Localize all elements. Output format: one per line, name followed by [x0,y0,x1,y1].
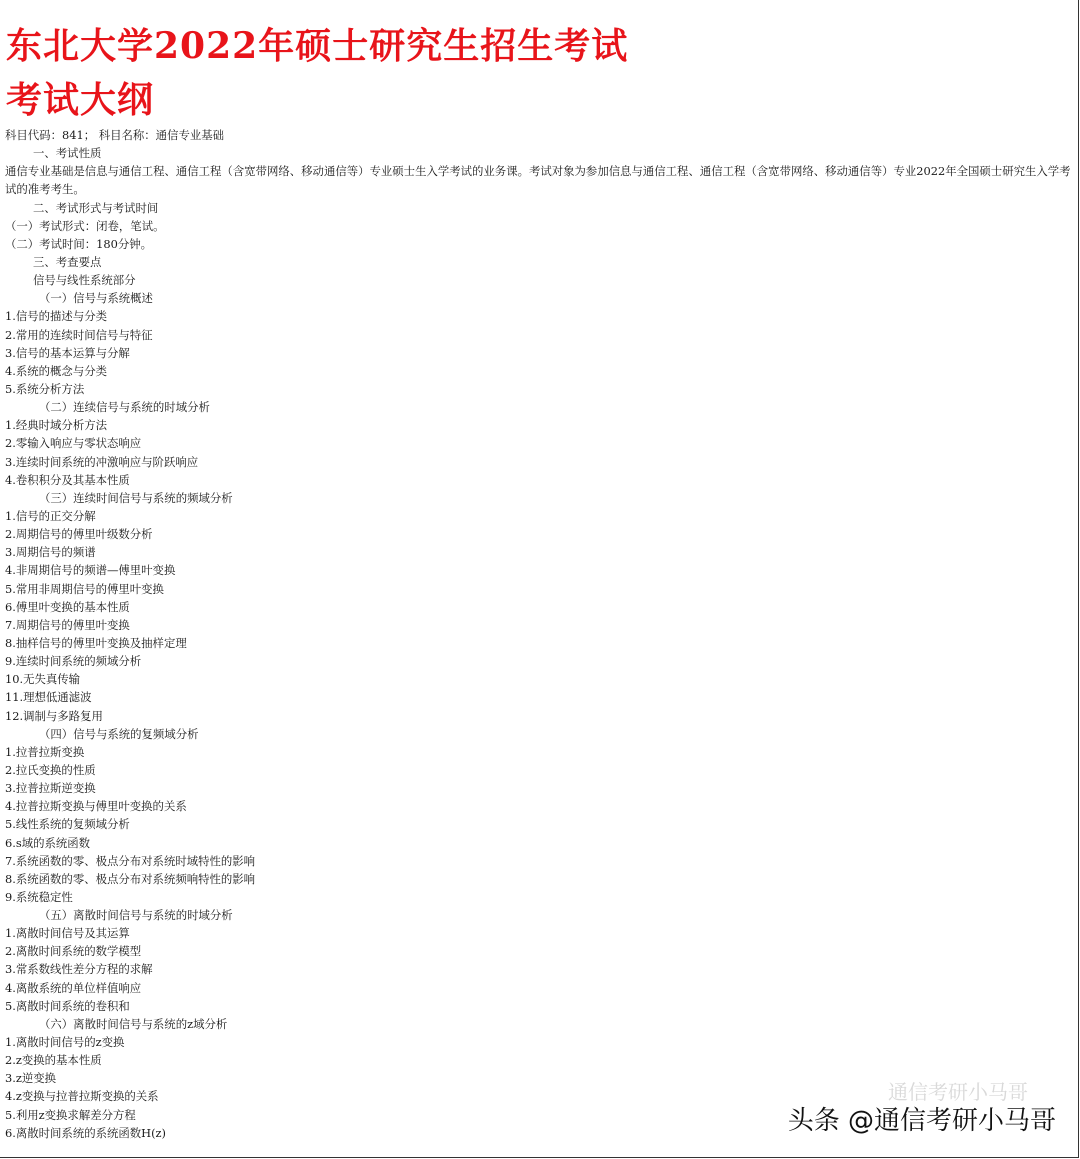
list-item: 2.拉氏变换的性质 [5,762,96,777]
list-item: 2.离散时间系统的数学模型 [5,944,142,959]
watermark: 头条 @通信考研小马哥 [787,1106,1056,1136]
subject-line: 科目代码：841； 科目名称：通信专业基础 [5,128,225,142]
chapter-title: （四）信号与系统的复频域分析 [39,726,199,741]
chapter [5,489,1075,725]
chapter-title: （三）连续时间信号与系统的频域分析 [39,490,233,505]
list-item: 1.离散时间信号及其运算 [5,926,130,941]
list-item: 3.周期信号的频谱 [5,545,96,560]
list-item: 6.离散时间系统的系统函数H(z) [5,1125,166,1140]
list-item: 3.拉普拉斯逆变换 [5,781,96,796]
exam-nature-text: 通信专业基础是信息与通信工程、通信工程（含宽带网络、移动通信等）专业硕士生入学考试的业务课。考试对象为参加信息与通信工程、通信工程（含宽带网络、移动通信等）专业2022年全国硕士研究生入学考试的准考考生。 [5,164,1071,197]
chapter [5,398,1075,489]
list-item: 2.常用的连续时间信号与特征 [5,327,153,342]
list-item: 6.傅里叶变换的基本性质 [5,599,130,614]
list-item: 4.拉普拉斯变换与傅里叶变换的关系 [5,799,187,814]
list-item: 3.常系数线性差分方程的求解 [5,962,153,977]
list-item: 7.系统函数的零、极点分布对系统时域特性的影响 [5,853,256,868]
list-item: 6.s域的系统函数 [5,835,91,850]
list-item: 10.无失真传输 [5,672,81,687]
list-item: 2.z变换的基本性质 [5,1053,102,1068]
list-item: 3.连续时间系统的冲激响应与阶跃响应 [5,454,199,469]
list-item: 4.离散系统的单位样值响应 [5,980,142,995]
chapter-title: （二）连续信号与系统的时域分析 [39,400,210,415]
list-item: 2.零输入响应与零状态响应 [5,436,142,451]
list-item: 1.信号的正交分解 [5,508,96,523]
page-subtitle: 考试大纲 [6,79,155,121]
list-item: 2.周期信号的傅里叶级数分析 [5,527,153,542]
section-heading: 一、考试性质 [33,146,102,161]
chapter-title: （一）信号与系统概述 [39,291,153,306]
chapter-title: （六）离散时间信号与系统的z域分析 [39,1016,228,1031]
syllabus-body [5,126,1075,1142]
part-heading: 信号与线性系统部分 [33,273,136,288]
list-item: 11.理想低通滤波 [5,690,92,705]
list-item: 8.抽样信号的傅里叶变换及抽样定理 [5,635,187,650]
list-item: 5.离散时间系统的卷积和 [5,998,130,1013]
list-item: 9.系统稳定性 [5,889,73,904]
list-item: 1.离散时间信号的z变换 [5,1035,125,1050]
list-item: 1.经典时域分析方法 [5,418,107,433]
watermark-ghost: 通信考研小马哥 [888,1080,1028,1104]
list-item: 5.系统分析方法 [5,381,85,396]
list-item: 4.z变换与拉普拉斯变换的关系 [5,1089,159,1104]
list-item: 1.拉普拉斯变换 [5,744,85,759]
list-item: 9.连续时间系统的频域分析 [5,654,142,669]
list-item: 12.调制与多路复用 [5,708,103,723]
exam-time-item: （二）考试时间：180分钟。 [5,236,153,251]
section-heading: 三、考查要点 [33,255,102,269]
list-item: 4.非周期信号的频谱—傅里叶变换 [5,563,176,578]
chapter [5,289,1075,398]
chapter-title: （五）离散时间信号与系统的时域分析 [39,908,233,923]
list-item: 5.线性系统的复频域分析 [5,817,130,832]
list-item: 8.系统函数的零、极点分布对系统频响特性的影响 [5,871,256,886]
page-title: 东北大学2022年硕士研究生招生考试 [6,25,629,67]
list-item: 3.z逆变换 [5,1071,57,1086]
list-item: 3.信号的基本运算与分解 [5,345,130,360]
list-item: 1.信号的描述与分类 [5,309,107,324]
list-item: 5.常用非周期信号的傅里叶变换 [5,581,164,596]
list-item: 5.利用z变换求解差分方程 [5,1107,136,1122]
chapter [5,906,1075,1015]
section-heading: 二、考试形式与考试时间 [33,200,159,215]
exam-form-item: （一）考试形式：闭卷，笔试。 [5,218,165,233]
list-item: 7.周期信号的傅里叶变换 [5,617,130,632]
chapter [5,725,1075,906]
list-item: 4.系统的概念与分类 [5,363,107,378]
list-item: 4.卷积积分及其基本性质 [5,472,130,487]
